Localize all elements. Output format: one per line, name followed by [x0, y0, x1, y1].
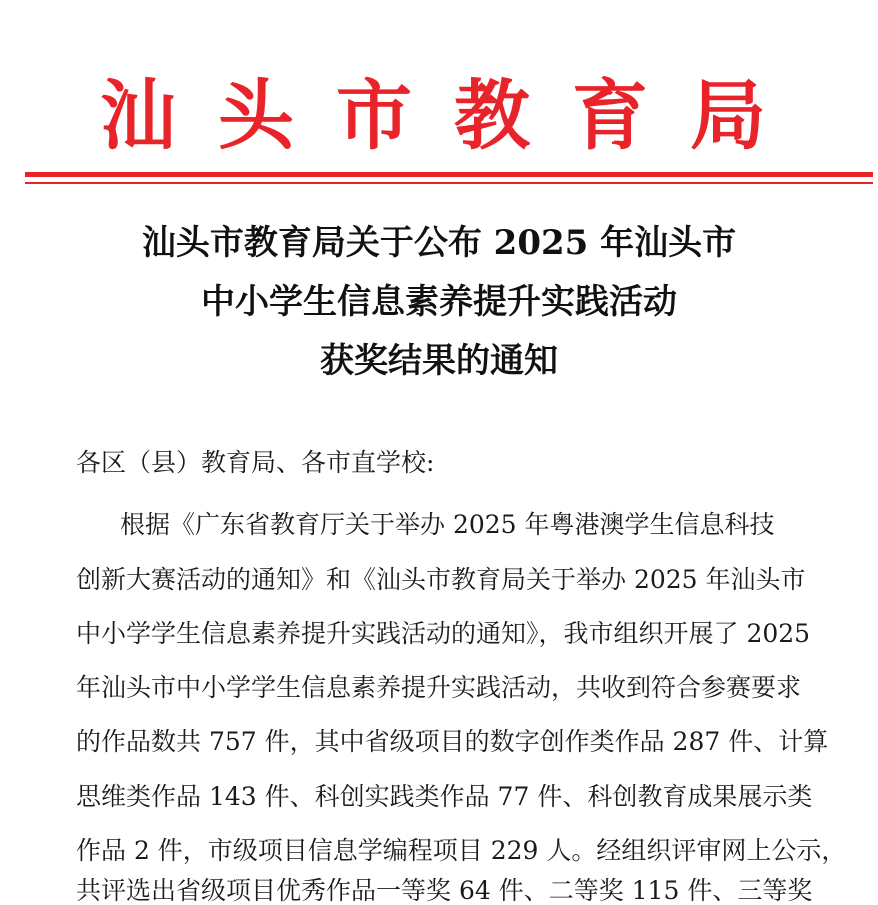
letterhead-organization: 汕头市教育局	[100, 71, 808, 160]
body-line-3: 中小学学生信息素养提升实践活动的通知》，我市组织开展了 2025	[76, 619, 811, 648]
body-line-8: 共评选出省级项目优秀作品一等奖 64 件、二等奖 115 件、三等奖	[76, 876, 813, 905]
body-line-6: 思维类作品 143 件、科创实践类作品 77 件、科创教育成果展示类	[76, 782, 813, 811]
body-line-7: 作品 2 件，市级项目信息学编程项目 229 人。经组织评审网上公示，	[76, 836, 847, 865]
notice-title-line-3: 获奖结果的通知	[320, 341, 558, 381]
notice-title-line-1: 汕头市教育局关于公布 2025 年汕头市	[141, 223, 737, 263]
body-line-4: 年汕头市中小学学生信息素养提升实践活动，共收到符合参赛要求	[76, 673, 802, 702]
letterhead-rule-thin	[25, 182, 873, 184]
notice-title-line-2: 中小学生信息素养提升实践活动	[201, 282, 677, 322]
body-line-2: 创新大赛活动的通知》和《汕头市教育局关于举办 2025 年汕头市	[76, 565, 806, 594]
body-line-5: 的作品数共 757 件，其中省级项目的数字创作类作品 287 件、计算	[76, 727, 829, 756]
addressee: 各区（县）教育局、各市直学校:	[76, 448, 435, 477]
body-line-1: 根据《广东省教育厅关于举办 2025 年粤港澳学生信息科技	[120, 510, 775, 539]
letterhead-rule-thick	[25, 172, 873, 177]
